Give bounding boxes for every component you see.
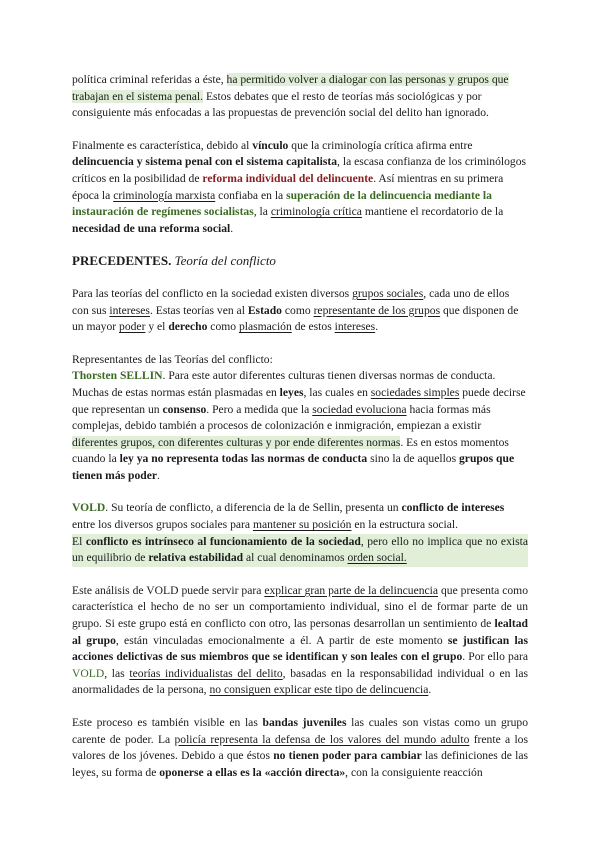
underlined-term: no consiguen explicar este tipo de delincuencia <box>209 683 429 697</box>
underlined-term: plasmación <box>238 320 292 334</box>
heading-title: PRECEDENTES. <box>72 253 172 269</box>
underlined-term: sociedades simples <box>370 385 460 399</box>
text: , están vinculadas emocionalmente a él. A partir de este momento <box>115 633 443 647</box>
text: El <box>72 534 83 548</box>
document-page <box>72 72 528 781</box>
text: de estos <box>294 320 332 334</box>
bold-term: grupos que tienen más poder <box>72 452 515 482</box>
underlined-term: intereses <box>334 320 376 334</box>
text: Estos debates que el resto de teorías más sociológicas y por consiguiente más enfocadas a las propuestas de prevención social del delito han ignorado. <box>72 89 489 120</box>
underlined-term: policía representa la defensa de los valores del mundo adulto <box>174 732 470 746</box>
text: , la escasa confianza de los criminólogos críticos en la posibilidad de <box>72 155 527 185</box>
paragraph-5 <box>72 500 528 533</box>
text: como <box>284 303 311 317</box>
author-name: VOLD <box>72 666 105 680</box>
bold-term: lealtad al grupo <box>72 617 528 647</box>
bold-term: conflicto de intereses <box>401 501 505 515</box>
text: . Su teoría de conflicto, a diferencia de la de Sellin, presenta un <box>105 501 399 515</box>
underlined-term: criminología marxista <box>113 188 216 202</box>
bold-term: leyes <box>279 385 304 399</box>
text: en la estructura social. <box>354 518 459 532</box>
text: puede decirse que representan un <box>72 385 526 416</box>
text: . <box>428 683 432 697</box>
text: . Para este autor diferentes culturas tienen diversas normas de conducta. Muchas de estas normas están plasmadas en <box>72 369 496 399</box>
red-bold-term: reforma individual del delincuente <box>202 171 374 185</box>
text: . Así mientras en su primera época la <box>72 171 504 202</box>
bold-term: vínculo <box>252 138 289 152</box>
text: . Por ello para <box>462 650 528 664</box>
text: . <box>157 468 160 482</box>
text: y el <box>148 320 166 334</box>
paragraph-1 <box>72 72 528 122</box>
text: Este proceso es también visible en las <box>72 716 258 729</box>
section-heading <box>72 253 528 270</box>
text: mantiene el recordatorio de la <box>364 205 504 219</box>
highlight-text: diferentes grupos, con diferentes culturas y por ende diferentes normas <box>72 435 401 449</box>
text: , pero ello no implica que no exista un equilibrio de <box>72 534 528 565</box>
bold-term: Estado <box>247 303 282 317</box>
text: confiaba en la <box>218 188 284 202</box>
paragraph-5-highlight <box>72 534 528 567</box>
underlined-term: grupos sociales <box>352 286 424 300</box>
bold-term: relativa estabilidad <box>148 551 244 565</box>
text: , con la consiguiente reacción <box>345 765 483 779</box>
green-bold-term: superación de la delincuencia mediante la instauración de regímenes socialistas <box>72 188 492 219</box>
text: Este análisis de VOLD puede servir para <box>72 583 262 597</box>
paragraph-6 <box>72 583 528 699</box>
underlined-term: representante de los grupos <box>313 303 441 317</box>
author-name: Thorsten SELLIN <box>72 369 163 383</box>
text: que la criminología crítica afirma entre <box>291 138 473 152</box>
bold-term: consenso <box>162 402 207 416</box>
bold-term: delincuencia y sistema penal con el sistema capitalista <box>72 155 338 169</box>
bold-term: se justifican las acciones delictivas de sus miembros que se identifican y son leales con el grupo <box>72 633 528 664</box>
text: . <box>230 221 234 235</box>
text: sino la de aquellos <box>370 452 457 466</box>
text: , las <box>104 666 125 680</box>
text: . Es en estos momentos cuando la <box>72 435 509 466</box>
text: las cuales son vistas como un grupo carente de poder. La <box>72 716 528 746</box>
paragraph-2 <box>72 138 528 238</box>
text: , basadas en la responsabilidad individual o en las anormalidades de la persona, <box>72 666 528 697</box>
text: las definiciones de las leyes, su forma de <box>72 749 528 779</box>
paragraph-7 <box>72 715 528 781</box>
underlined-term: intereses <box>109 303 150 317</box>
paragraph-3 <box>72 286 528 336</box>
text: Finalmente es característica, debido al <box>72 138 250 152</box>
text: que disponen de un mayor <box>72 303 519 334</box>
bold-term: no tienen poder para cambiar <box>273 749 422 763</box>
text: entre los diversos grupos sociales para <box>72 518 251 532</box>
bold-term: bandas juveniles <box>262 716 347 729</box>
text: . Estas teorías ven al <box>149 303 245 317</box>
text: como <box>210 320 237 334</box>
underlined-term: criminología crítica <box>270 205 362 219</box>
bold-term: derecho <box>168 320 208 334</box>
paragraph-4 <box>72 352 528 485</box>
author-name: VOLD <box>72 501 106 515</box>
text: . <box>375 320 379 334</box>
text: política criminal referidas a éste, <box>72 73 224 86</box>
bold-term: necesidad de una reforma social <box>72 221 231 235</box>
text: Para las teorías del conflicto en la sociedad existen diversos <box>72 286 350 300</box>
bold-term: conflicto es intrínseco al funcionamiento de la sociedad <box>85 534 361 548</box>
text: que presenta como característica el hecho de no ser un comportamiento individual, sino el de formar parte de un grupo. Si este grupo está en conflicto con otro, las personas desarrollan un sentimiento de <box>72 583 528 631</box>
bold-term: oponerse a ellas es la «acción directa» <box>159 765 346 779</box>
text: Representantes de las Teorías del conflicto: <box>72 352 273 366</box>
text: frente a los valores de los jóvenes. Debido a que éstos <box>72 732 528 763</box>
highlight-text: ha permitido volver a dialogar con las personas y grupos que trabajan en el sistema penal. <box>72 73 509 103</box>
heading-subtitle: Teoría del conflicto <box>174 253 276 269</box>
underlined-term: mantener su posición <box>252 518 352 532</box>
underlined-term: sociedad evoluciona <box>312 402 407 416</box>
text: , la <box>253 205 268 219</box>
text: , cada uno de ellos con sus <box>72 286 510 317</box>
underlined-term: explicar gran parte de la delincuencia <box>264 583 439 597</box>
text: al cual denominamos <box>246 551 345 565</box>
text: . Pero a medida que la <box>206 402 310 416</box>
underlined-term: poder <box>119 320 146 334</box>
text: hacia formas más complejas, debido también a procesos de colonización e inmigración, empiezan a existir <box>72 402 491 433</box>
text: , las cuales en <box>303 385 368 399</box>
bold-term: ley ya no representa todas las normas de conducta <box>119 452 368 466</box>
underlined-term: orden social. <box>347 551 407 565</box>
underlined-term: teorías individualistas del delito <box>129 666 283 680</box>
